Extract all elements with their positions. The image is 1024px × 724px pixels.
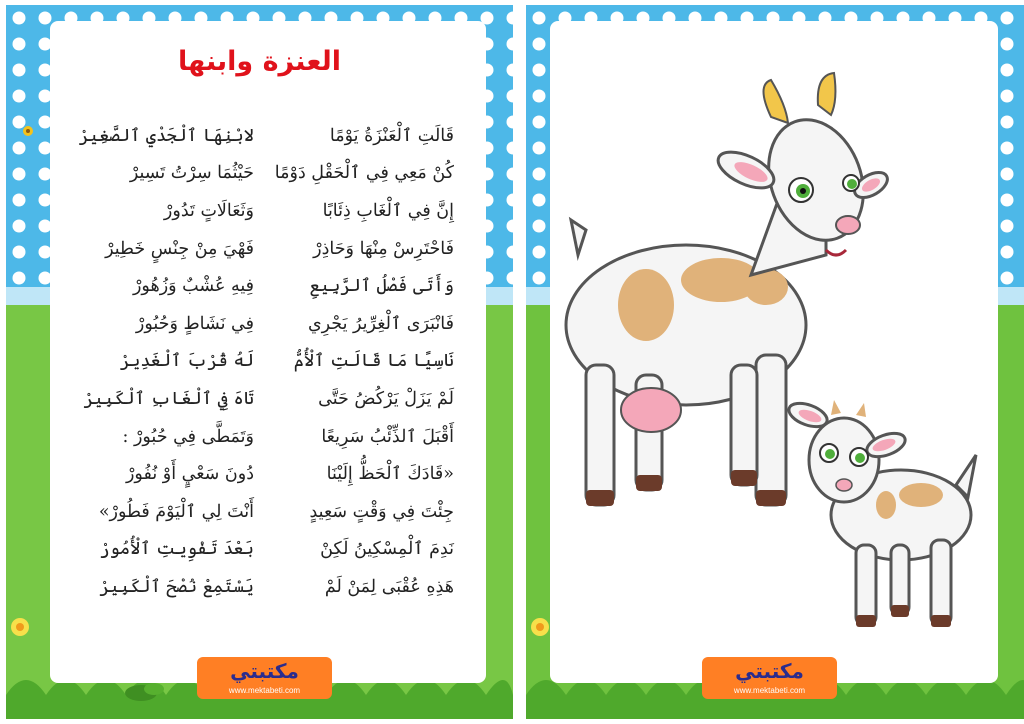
verse-second-half: فِي نَشَاطٍ وَحُبُورْ (135, 313, 254, 334)
sun-flower-icon (23, 126, 33, 136)
verse-second-half: حَيْثُمَا سِرْتُ تَسِيرْ (129, 163, 254, 184)
verse-second-half: لَهُ قُرْبَ ٱلْغَدِيرْ (119, 351, 254, 372)
verse-second-half: تَاهَ فِي ٱلْغَابِ ٱلْكَبِيرْ (83, 388, 254, 409)
logo-url: www.mektabeti.com (733, 686, 806, 695)
poem-card (6, 5, 513, 719)
verse-first-half: قَالَتِ ٱلْعَنْزَةُ يَوْمًا (329, 125, 454, 146)
verse-row (66, 493, 456, 531)
verse-row (66, 568, 456, 606)
verse-first-half: وَأَتَى فَصْلُ ٱلرَّبِيعِ (309, 276, 454, 297)
poem-body (66, 117, 456, 606)
verse-row (66, 155, 456, 193)
verse-row (66, 455, 456, 493)
verse-first-half: أَقْبَلَ ٱلذِّئْبُ سَرِيعًا (321, 426, 454, 447)
verse-second-half: لابْنِهَا ٱلْجَدْيِ ٱلصَّغِيرْ (78, 125, 254, 146)
verse-second-half: فَهْيَ مِنْ جِنْسٍ خَطِيرْ (105, 238, 254, 259)
verse-first-half: نَاسِيًا مَا قَالَتِ ٱلْأُمُّ (293, 351, 454, 372)
verse-row (66, 230, 456, 268)
verse-row (66, 267, 456, 305)
verse-row (66, 418, 456, 456)
flower-icon (531, 618, 549, 636)
verse-first-half: فَانْبَرَى ٱلْغِرِّيرُ يَجْرِي (307, 313, 454, 334)
site-logo (702, 657, 837, 699)
site-logo (197, 657, 332, 699)
illustration-card (526, 5, 1024, 719)
logo-name: مكتبتي (735, 659, 804, 683)
verse-row (66, 343, 456, 381)
verse-row (66, 117, 456, 155)
verse-first-half: نَدِمَ ٱلْمِسْكِينُ لَكِنْ (320, 539, 454, 560)
verse-first-half: إِنَّ فِي ٱلْغَابِ ذِئَابًا (322, 200, 454, 221)
verse-first-half: «قَادَكَ ٱلْحَظُّ إِلَيْنَا (326, 464, 454, 485)
verse-row (66, 192, 456, 230)
verse-first-half: جِئْتَ فِي وَقْتٍ سَعِيدٍ (309, 501, 454, 522)
verse-second-half: وَتَمَطَّى فِي حُبُورْ : (122, 426, 254, 447)
verse-first-half: هَذِهِ عُقْبَى لِمَنْ لَمْ (324, 576, 454, 597)
verse-second-half: وَثَعَالَاتٍ تَدُورْ (163, 200, 254, 221)
verse-second-half: فِيهِ عُشْبٌ وَزُهُورْ (132, 276, 254, 297)
verse-row (66, 305, 456, 343)
verse-row (66, 531, 456, 569)
poem-title: العنزة وابنها (178, 46, 341, 77)
verse-row (66, 380, 456, 418)
card-frame (526, 5, 1024, 719)
verse-second-half: بَعْدَ تَفْوِيتِ ٱلْأُمُورْ (99, 539, 254, 560)
verse-second-half: دُونَ سَعْيٍ أَوْ نُفُورْ (125, 464, 254, 485)
verse-first-half: لَمْ يَزَلْ يَرْكُضُ حَتَّى (318, 388, 454, 409)
logo-url: www.mektabeti.com (228, 686, 301, 695)
logo-name: مكتبتي (230, 659, 299, 683)
verse-second-half: أَنْتَ لِي ٱلْيَوْمَ فَطُورْ» (98, 501, 254, 522)
flower-icon (11, 618, 29, 636)
verse-first-half: كُنْ مَعِي فِي ٱلْحَقْلِ دَوْمًا (274, 163, 454, 184)
verse-second-half: يَسْتَمِعْ نُصْحَ ٱلْكَبِيرْ (99, 576, 254, 597)
verse-first-half: فَاحْتَرِسْ مِنْهَا وَحَاذِرْ (313, 238, 454, 259)
